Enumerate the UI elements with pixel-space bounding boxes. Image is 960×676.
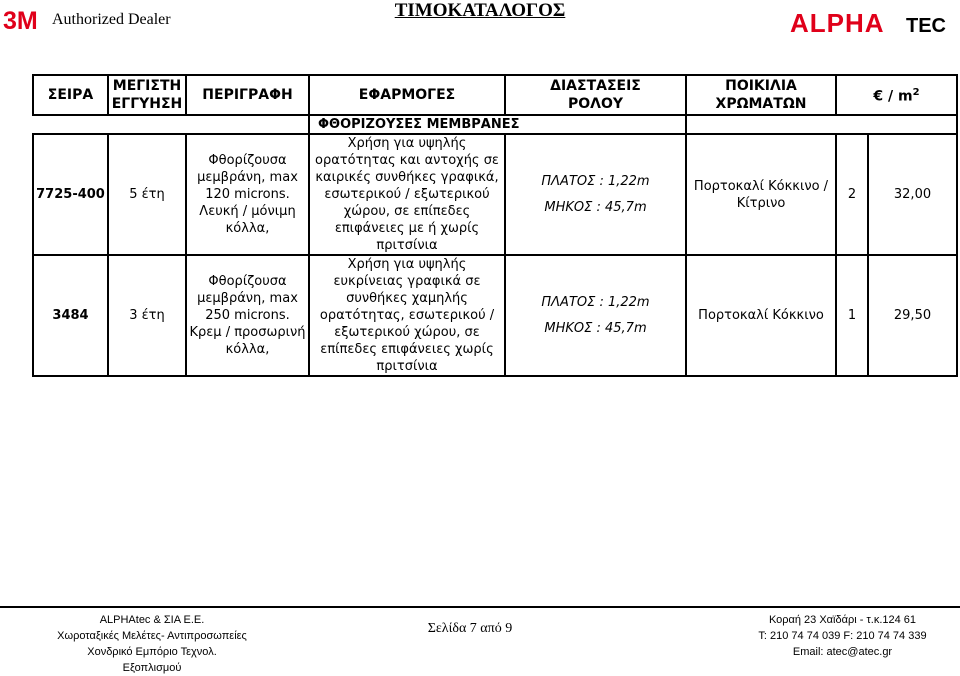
series-cell: 3484 [33,255,108,376]
company-phone: T: 210 74 74 039 F: 210 74 74 339 [758,630,927,642]
company-activity: Χωροταξικές Μελέτες- Αντιπροσωπείες [57,630,247,642]
header-colors: ΠΟΙΚΙΛΙΑ ΧΡΩΜΑΤΩΝ [686,75,836,115]
svg-text:3M: 3M [3,7,38,35]
footer-divider [0,606,960,608]
footer-contact [735,612,950,660]
header-price: € / $m^2$ [836,75,957,115]
width-value: ΠΛΑΤΟΣ : 1,22m [541,295,650,310]
company-email: Email: atec@atec.gr [792,646,893,658]
section-spacer-right [686,115,957,134]
dimensions-cell [505,255,686,376]
header-series: ΣΕΙΡΑ [33,75,108,115]
header-row [33,75,957,115]
width-value: ΠΛΑΤΟΣ : 1,22m [541,174,650,189]
page-number: Σελίδα 7 από 9 [427,621,513,636]
table-row [33,134,957,255]
company-address: Κοραή 23 Χαϊδάρι - τ.κ.124 61 [768,614,917,626]
series-cell: 7725-400 [33,134,108,255]
description-cell: Φθορίζουσα μεμβράνη, max 250 microns. Κρεμ / προσωρινή κόλλα, [186,255,309,376]
company-name: ALPHAtec & ΣΙΑ Ε.Ε. [99,614,205,626]
page-title: ΤΙΜΟΚΑΤΑΛΟΓΟΣ [394,0,566,21]
company-activity-2: Χονδρικό Εμπόριο Τεχνολ. Εξοπλισμού [87,646,217,674]
footer-company [57,612,247,676]
alphatec-logo [790,10,955,36]
description-cell: Φθορίζουσα μεμβράνη, max 120 microns. Λευκή / μόνιμη κόλλα, [186,134,309,255]
price-cell: 32,00 [868,134,957,255]
price-cell: 29,50 [868,255,957,376]
svg-text:TEC: TEC [906,15,946,37]
colors-cell: Πορτοκαλί Κόκκινο [686,255,836,376]
header-warranty: ΜΕΓΙΣΤΗ ΕΓΓΥΗΣΗ [108,75,186,115]
header-description: ΠΕΡΙΓΡΑΦΗ [186,75,309,115]
header-applications: ΕΦΑΡΜΟΓΕΣ [309,75,505,115]
price-table [32,74,958,377]
length-value: ΜΗΚΟΣ : 45,7m [544,321,647,336]
colors-cell: Πορτοκαλί Κόκκινο / Κίτρινο [686,134,836,255]
authorized-dealer-label: Authorized Dealer [52,11,171,28]
dimensions-cell [505,134,686,255]
table-row [33,255,957,376]
svg-text:ALPHA: ALPHA [790,8,885,38]
warranty-cell: 5 έτη [108,134,186,255]
section-row [33,115,957,134]
color-count-cell: 2 [836,134,868,255]
applications-cell: Χρήση για υψηλής ευκρίνειας γραφικά σε συνθήκες χαμηλής ορατότητας, εσωτερικού / εξωτερικού χώρου, σε επίπεδες επιφάνειες χωρίς πριτσίνια [309,255,505,376]
section-spacer-left [33,115,309,134]
header-dimensions: ΔΙΑΣΤΑΣΕΙΣ ΡΟΛΟΥ [505,75,686,115]
warranty-cell: 3 έτη [108,255,186,376]
applications-cell: Χρήση για υψηλής ορατότητας και αντοχής σε καιρικές συνθήκες γραφικά, εσωτερικού / εξωτερικού χώρου, σε επίπεδες επιφάνειες με ή χωρίς πριτσίνια [309,134,505,255]
length-value: ΜΗΚΟΣ : 45,7m [544,200,647,215]
section-title: ΦΘΟΡΙΖΟΥΣΕΣ ΜΕΜΒΡΑΝΕΣ [309,115,686,134]
color-count-cell: 1 [836,255,868,376]
